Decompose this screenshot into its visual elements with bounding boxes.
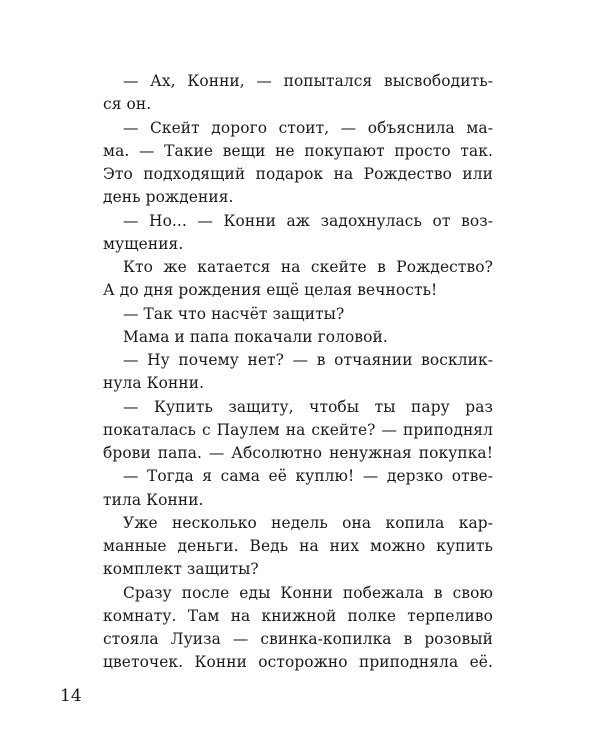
text-line: брови папа. — Абсолютно ненужная покупка!: [103, 444, 493, 462]
text-line: мущения.: [103, 234, 184, 253]
text-line: нула Конни.: [103, 374, 205, 393]
text-line: тила Конни.: [103, 490, 204, 509]
text-line: Уже несколько недель она копила кар-: [123, 513, 493, 532]
page-number: 14: [60, 686, 82, 706]
text-line: Это подходящий подарок на Рождество или: [103, 165, 493, 183]
text-line: Сразу после еды Конни побежала в свою: [123, 583, 493, 602]
text-line: — Скейт дорого стоит, — объяснила ма-: [123, 118, 493, 137]
text-line: — Но... — Конни аж задохнулась от воз-: [123, 211, 493, 230]
text-line: день рождения.: [103, 188, 234, 207]
text-line: покаталась с Паулем на скейте? — приподнял: [103, 420, 493, 439]
text-line: ся он.: [103, 95, 152, 114]
text-line: А до дня рождения ещё целая вечность!: [103, 281, 438, 300]
text-line: стояла Луиза — свинка-копилка в розовый: [103, 630, 493, 648]
text-line: — Тогда я сама её куплю! — дерзко отве-: [123, 467, 493, 486]
text-line: — Ах, Конни, — попытался высвободить-: [123, 72, 493, 90]
body-text: [103, 70, 493, 675]
text-line: — Ну почему нет? — в отчаянии восклик-: [123, 351, 493, 369]
text-line: — Так что насчёт защиты?: [123, 304, 345, 323]
text-line: — Купить защиту, чтобы ты пару раз: [123, 397, 493, 416]
text-line: Мама и папа покачали головой.: [123, 327, 388, 346]
text-line: цветочек. Конни осторожно приподняла её.: [103, 653, 493, 672]
text-line: комплект защиты?: [103, 560, 259, 579]
text-line: манные деньги. Ведь на них можно купить: [103, 537, 493, 555]
text-line: ма. — Такие вещи не покупают просто так.: [103, 141, 493, 160]
text-line: комнату. Там на книжной полке терпеливо: [103, 606, 493, 625]
text-line: Кто же катается на скейте в Рождество?: [123, 258, 493, 276]
